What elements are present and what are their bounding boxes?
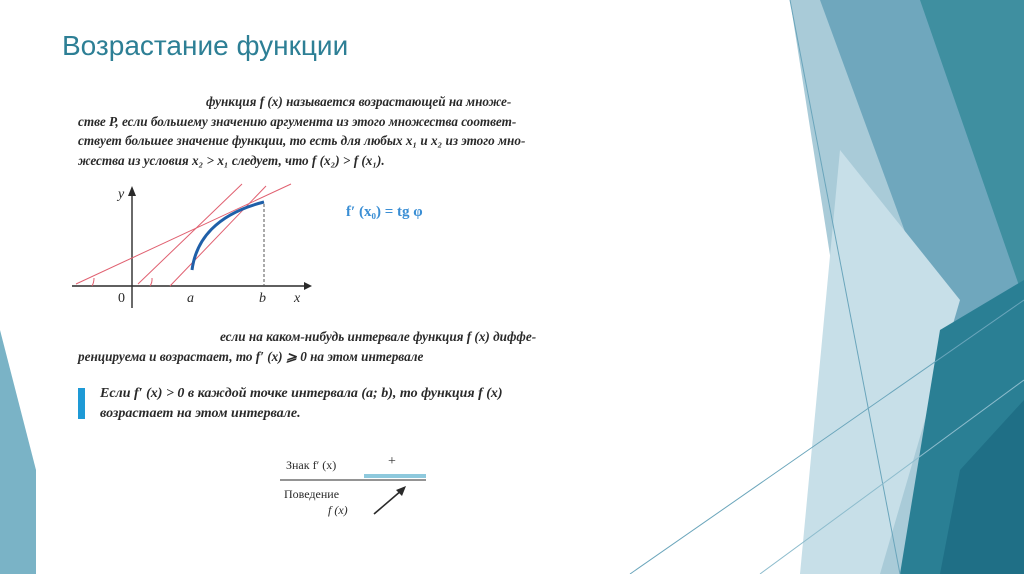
sign-plus: + [388, 454, 396, 469]
accent-bar [78, 388, 85, 419]
deco-shape-left [0, 330, 36, 574]
arc-marker [150, 278, 152, 286]
slide-title: Возрастание функции [62, 30, 349, 61]
statement-line: ренцируема и возрастает, то f′ (x) ⩾ 0 на этом интервале [78, 348, 424, 364]
definition-line: функция f (x) называется возрастающей на множе- [206, 94, 512, 109]
x-axis-label: x [294, 291, 301, 306]
derivative-formula: f′ (x₀) = tg φ [346, 204, 423, 220]
tangent-line-1 [76, 184, 291, 284]
behavior-function-label: f (x) [328, 503, 348, 517]
point-a-label: a [187, 291, 194, 306]
point-b-label: b [259, 291, 266, 306]
theorem-text [100, 384, 503, 424]
sign-row-label: Знак f′ (x) [286, 458, 337, 472]
arc-marker [92, 278, 94, 286]
behavior-label: Поведение [284, 487, 340, 501]
statement-text [78, 327, 536, 366]
origin-label: 0 [118, 291, 125, 306]
y-axis-label: y [118, 187, 125, 202]
y-axis-arrow [128, 186, 136, 196]
theorem-line: возрастает на этом интервале. [100, 406, 301, 421]
theorem-line: Если f′ (x) > 0 в каждой точке интервала (a; b), то функция f (x) [100, 386, 503, 401]
sign-table [280, 452, 430, 524]
tangent-line-2 [138, 184, 242, 284]
function-graph [66, 180, 316, 316]
definition-line: ствует большее значение функции, то есть для любых x₁ и x₂ из этого мно- [78, 133, 526, 148]
definition-text [78, 92, 525, 170]
tangent-line-3 [170, 186, 266, 286]
definition-line: стве P, если большему значению аргумента из этого множества соответ- [78, 113, 517, 129]
increasing-curve [192, 202, 264, 270]
definition-line: жества из условия x₂ > x₁ следует, что f (x₂) > f (x₁). [78, 152, 385, 168]
increase-arrow-icon [374, 490, 402, 514]
statement-line: если на каком-нибудь интервале функция f (x) диффе- [220, 329, 537, 344]
x-axis-arrow [304, 282, 312, 290]
